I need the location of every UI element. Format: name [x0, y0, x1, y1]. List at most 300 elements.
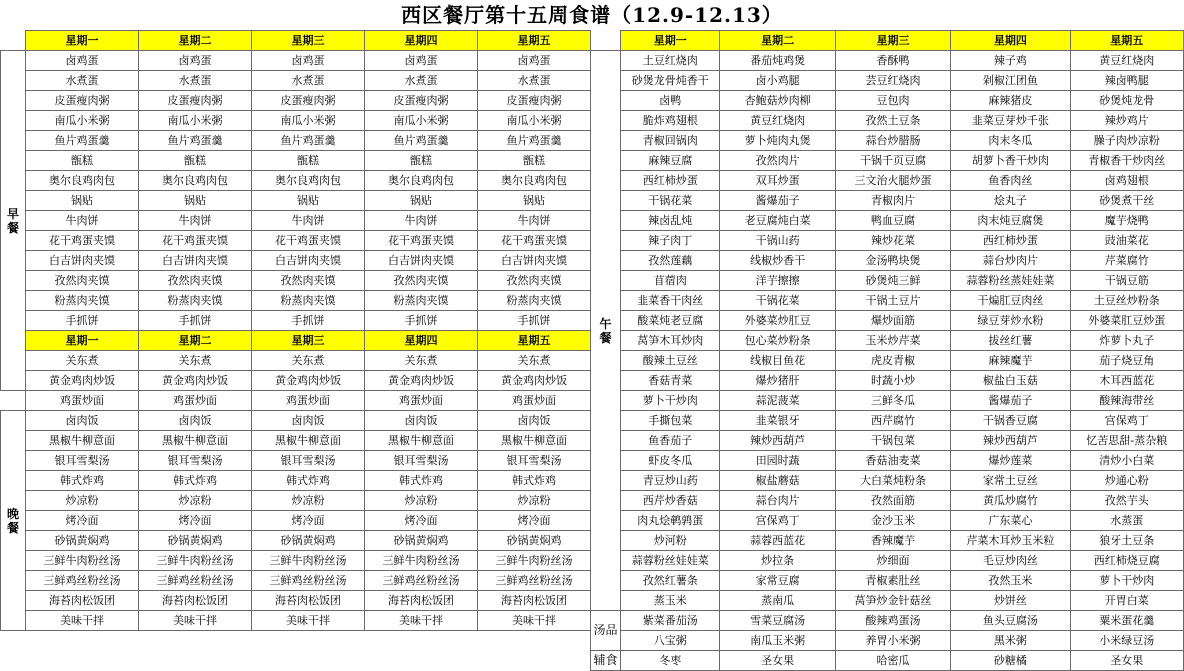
- menu-item-cell: 鸭血豆腐: [835, 211, 950, 231]
- menu-item-cell: 时蔬小炒: [835, 371, 950, 391]
- soup-label: 汤品: [591, 611, 621, 651]
- menu-item-cell: 茄子烧豆角: [1070, 351, 1183, 371]
- breakfast-row: [1, 391, 591, 411]
- menu-item-cell: 青椒素肚丝: [835, 571, 950, 591]
- menu-item-cell: 蒜蓉粉丝蒸娃娃菜: [951, 271, 1070, 291]
- menu-item-cell: 南瓜玉米粥: [720, 631, 835, 651]
- menu-item-cell: 卤鸡蛋: [478, 51, 591, 71]
- breakfast-row: [1, 111, 591, 131]
- menu-item-cell: 酸辣鸡蛋汤: [835, 611, 950, 631]
- menu-item-cell: 酸辣土豆丝: [621, 351, 720, 371]
- dinner-row: [1, 591, 591, 611]
- menu-item-cell: 蒜蓉西蓝花: [720, 531, 835, 551]
- menu-item-cell: 奥尔良鸡肉包: [365, 171, 478, 191]
- menu-item-cell: 牛肉饼: [252, 211, 365, 231]
- lunch-row: [591, 551, 1184, 571]
- menu-item-cell: 广东菜心: [951, 511, 1070, 531]
- menu-item-cell: 皮蛋瘦肉粥: [365, 91, 478, 111]
- menu-item-cell: 八宝粥: [621, 631, 720, 651]
- lunch-row: [591, 51, 1184, 71]
- menu-item-cell: 干锅香豆腐: [951, 411, 1070, 431]
- menu-item-cell: 美味干拌: [139, 611, 252, 631]
- weekday-header: 星期二: [139, 331, 252, 351]
- menu-item-cell: 黄金鸡肉炒饭: [252, 371, 365, 391]
- menu-item-cell: 银耳雪梨汤: [365, 451, 478, 471]
- menu-item-cell: 烤冷面: [139, 511, 252, 531]
- lunch-row: [591, 311, 1184, 331]
- menu-item-cell: 麻辣魔芋: [951, 351, 1070, 371]
- menu-item-cell: 韭菜香干肉丝: [621, 291, 720, 311]
- menu-item-cell: 砂糖橘: [951, 651, 1070, 671]
- menu-item-cell: 白吉饼肉夹馍: [252, 251, 365, 271]
- menu-item-cell: 肉末冬瓜: [951, 131, 1070, 151]
- menu-item-cell: 西芹炒香菇: [621, 491, 720, 511]
- breakfast-row: [1, 211, 591, 231]
- menu-item-cell: 砂锅黄焖鸡: [139, 531, 252, 551]
- menu-item-cell: 砂煲炖龙骨: [1070, 91, 1183, 111]
- menu-item-cell: 韩式炸鸡: [478, 471, 591, 491]
- lunch-row: [591, 251, 1184, 271]
- menu-item-cell: 锅贴: [365, 191, 478, 211]
- menu-item-cell: 干锅豆筋: [1070, 271, 1183, 291]
- menu-item-cell: 海苔肉松饭团: [478, 591, 591, 611]
- menu-item-cell: 三鲜鸡丝粉丝汤: [26, 571, 139, 591]
- breakfast-row: [1, 131, 591, 151]
- menu-item-cell: 黄金鸡肉炒饭: [365, 371, 478, 391]
- menu-item-cell: 炒凉粉: [252, 491, 365, 511]
- menu-item-cell: 黄金鸡肉炒饭: [26, 371, 139, 391]
- weekday-header: 星期五: [478, 331, 591, 351]
- lunch-row: [591, 331, 1184, 351]
- menu-item-cell: 辣卤鸭腿: [1070, 71, 1183, 91]
- menu-item-cell: 炒河粉: [621, 531, 720, 551]
- menu-item-cell: 皮蛋瘦肉粥: [139, 91, 252, 111]
- menu-item-cell: 砂锅黄焖鸡: [478, 531, 591, 551]
- menu-item-cell: 椒盐蘑菇: [720, 471, 835, 491]
- menu-item-cell: 魔芋烧鸭: [1070, 211, 1183, 231]
- menu-item-cell: 南瓜小米粥: [365, 111, 478, 131]
- menu-item-cell: 牛肉饼: [26, 211, 139, 231]
- menu-item-cell: 小米绿豆汤: [1070, 631, 1183, 651]
- menu-item-cell: 韭菜豆芽炒千张: [951, 111, 1070, 131]
- menu-item-cell: 炒通心粉: [1070, 471, 1183, 491]
- menu-item-cell: 酱爆茄子: [720, 191, 835, 211]
- menu-item-cell: 鱼片鸡蛋羹: [365, 131, 478, 151]
- menu-item-cell: 开胃白菜: [1070, 591, 1183, 611]
- menu-item-cell: 木耳西蓝花: [1070, 371, 1183, 391]
- side-row: [591, 651, 1184, 671]
- weekday-header: 星期三: [252, 331, 365, 351]
- weekday-header: 星期四: [951, 31, 1070, 51]
- menu-item-cell: 家常土豆丝: [951, 471, 1070, 491]
- menu-item-cell: 孜然肉夹馍: [139, 271, 252, 291]
- menu-item-cell: 辣炒西葫芦: [720, 431, 835, 451]
- menu-item-cell: 宫保鸡丁: [1070, 411, 1183, 431]
- menu-item-cell: 花干鸡蛋夹馍: [26, 231, 139, 251]
- menu-item-cell: 蒜蓉粉丝娃娃菜: [621, 551, 720, 571]
- menu-item-cell: 银耳雪梨汤: [252, 451, 365, 471]
- menu-item-cell: 白吉饼肉夹馍: [139, 251, 252, 271]
- menu-item-cell: 牛肉饼: [365, 211, 478, 231]
- dinner-row: [1, 571, 591, 591]
- menu-item-cell: 炒饼丝: [951, 591, 1070, 611]
- lunch-row: [591, 511, 1184, 531]
- menu-item-cell: 卤肉饭: [26, 411, 139, 431]
- menu-item-cell: 卤肉饭: [252, 411, 365, 431]
- menu-item-cell: 爆炒面筋: [835, 311, 950, 331]
- menu-item-cell: 西红柿炒蛋: [621, 171, 720, 191]
- menu-item-cell: 炒凉粉: [478, 491, 591, 511]
- menu-item-cell: 毛豆炒肉丝: [951, 551, 1070, 571]
- menu-item-cell: 孜然肉夹馍: [365, 271, 478, 291]
- menu-item-cell: 卤鸡蛋: [26, 51, 139, 71]
- menu-item-cell: 剁椒江团鱼: [951, 71, 1070, 91]
- menu-item-cell: 甑糕: [478, 151, 591, 171]
- lunch-row: [591, 71, 1184, 91]
- right-menu-table: [590, 30, 1184, 671]
- menu-item-cell: 黄金鸡肉炒饭: [139, 371, 252, 391]
- menu-item-cell: 孜然面筋: [835, 491, 950, 511]
- menu-item-cell: 干锅山药: [720, 231, 835, 251]
- menu-item-cell: 三鲜牛肉粉丝汤: [26, 551, 139, 571]
- menu-item-cell: 银耳雪梨汤: [139, 451, 252, 471]
- menu-item-cell: 苜蓿肉: [621, 271, 720, 291]
- menu-item-cell: 关东煮: [139, 351, 252, 371]
- weekday-header: 星期一: [621, 31, 720, 51]
- dinner-row: [1, 431, 591, 451]
- menu-item-cell: 干锅花菜: [621, 191, 720, 211]
- menu-item-cell: 臊子肉炒凉粉: [1070, 131, 1183, 151]
- menu-item-cell: 炒细面: [835, 551, 950, 571]
- menu-item-cell: 烩丸子: [951, 191, 1070, 211]
- lunch-row: [591, 191, 1184, 211]
- menu-item-cell: 卤肉饭: [365, 411, 478, 431]
- menu-item-cell: 韩式炸鸡: [252, 471, 365, 491]
- menu-item-cell: 哈密瓜: [835, 651, 950, 671]
- menu-item-cell: 炒凉粉: [26, 491, 139, 511]
- menu-item-cell: 三鲜牛肉粉丝汤: [252, 551, 365, 571]
- menu-item-cell: 辣炒花菜: [835, 231, 950, 251]
- dinner-row: [1, 411, 591, 431]
- page-title: 西区餐厅第十五周食谱（12.9-12.13）: [401, 3, 783, 27]
- menu-item-cell: 西红柿炒蛋: [951, 231, 1070, 251]
- lunch-row: [591, 591, 1184, 611]
- menu-item-cell: 三文治火腿炒蛋: [835, 171, 950, 191]
- menu-item-cell: 线椒炒香干: [720, 251, 835, 271]
- menu-item-cell: 绿豆芽炒水粉: [951, 311, 1070, 331]
- menu-item-cell: 锅贴: [139, 191, 252, 211]
- menu-item-cell: 金汤鸭块煲: [835, 251, 950, 271]
- weekday-header: 星期二: [720, 31, 835, 51]
- soup-row: [591, 611, 1184, 631]
- menu-item-cell: 卤鸭: [621, 91, 720, 111]
- menu-item-cell: 虾皮冬瓜: [621, 451, 720, 471]
- menu-item-cell: 砂煲龙骨炖香干: [621, 71, 720, 91]
- menu-item-cell: 鱼片鸡蛋羹: [139, 131, 252, 151]
- soup-row: [591, 631, 1184, 651]
- menu-item-cell: 粉蒸肉夹馍: [478, 291, 591, 311]
- menu-item-cell: 银耳雪梨汤: [26, 451, 139, 471]
- lunch-label-text: 午餐: [599, 316, 612, 345]
- menu-item-cell: 美味干拌: [252, 611, 365, 631]
- lunch-row: [591, 111, 1184, 131]
- menu-item-cell: 干锅花菜: [720, 291, 835, 311]
- menu-item-cell: 爆炒猪肝: [720, 371, 835, 391]
- breakfast-row: [1, 251, 591, 271]
- lunch-row: [591, 231, 1184, 251]
- menu-item-cell: 卤肉饭: [139, 411, 252, 431]
- left-menu-table: [0, 30, 591, 631]
- dinner-label-text: 晚餐: [6, 506, 19, 535]
- lunch-row: [591, 351, 1184, 371]
- menu-item-cell: 牛肉饼: [139, 211, 252, 231]
- lunch-row: [591, 531, 1184, 551]
- menu-item-cell: 银耳雪梨汤: [478, 451, 591, 471]
- lunch-row: [591, 411, 1184, 431]
- menu-item-cell: 鱼头豆腐汤: [951, 611, 1070, 631]
- menu-item-cell: 外婆菜肛豆炒蛋: [1070, 311, 1183, 331]
- menu-item-cell: 南瓜小米粥: [26, 111, 139, 131]
- menu-item-cell: 韩式炸鸡: [139, 471, 252, 491]
- dinner-row: [1, 511, 591, 531]
- menu-item-cell: 锅贴: [26, 191, 139, 211]
- menu-item-cell: 椒盐白玉菇: [951, 371, 1070, 391]
- menu-item-cell: 辣子肉丁: [621, 231, 720, 251]
- menu-item-cell: 田园时蔬: [720, 451, 835, 471]
- breakfast-row: [1, 171, 591, 191]
- menu-item-cell: 孜然玉米: [951, 571, 1070, 591]
- menu-item-cell: 白吉饼肉夹馍: [26, 251, 139, 271]
- menu-item-cell: 宫保鸡丁: [720, 511, 835, 531]
- menu-item-cell: 南瓜小米粥: [139, 111, 252, 131]
- menu-item-cell: 三鲜牛肉粉丝汤: [365, 551, 478, 571]
- menu-item-cell: 手撕包菜: [621, 411, 720, 431]
- menu-item-cell: 鱼香茄子: [621, 431, 720, 451]
- lunch-row: [591, 571, 1184, 591]
- menu-item-cell: 芹菜腐竹: [1070, 251, 1183, 271]
- menu-item-cell: 麻辣豆腐: [621, 151, 720, 171]
- menu-item-cell: 美味干拌: [478, 611, 591, 631]
- menu-item-cell: 炒凉粉: [365, 491, 478, 511]
- menu-item-cell: 干锅土豆片: [835, 291, 950, 311]
- menu-item-cell: 南瓜小米粥: [478, 111, 591, 131]
- menu-item-cell: 酸辣海带丝: [1070, 391, 1183, 411]
- dinner-label: [1, 411, 26, 631]
- dinner-row: [1, 611, 591, 631]
- menu-item-cell: 孜然肉夹馍: [478, 271, 591, 291]
- menu-item-cell: 鸡蛋炒面: [26, 391, 139, 411]
- lunch-row: [591, 431, 1184, 451]
- breakfast-row: [1, 271, 591, 291]
- menu-item-cell: 牛肉饼: [478, 211, 591, 231]
- menu-item-cell: 圣女果: [720, 651, 835, 671]
- menu-item-cell: 肉末炖豆腐煲: [951, 211, 1070, 231]
- menu-item-cell: 香辣魔芋: [835, 531, 950, 551]
- dinner-row: [1, 491, 591, 511]
- menu-item-cell: 黑椒牛柳意面: [26, 431, 139, 451]
- menu-item-cell: 甑糕: [252, 151, 365, 171]
- label-spacer: [1, 391, 26, 411]
- menu-item-cell: 青豆炒山药: [621, 471, 720, 491]
- menu-item-cell: 雪菜豆腐汤: [720, 611, 835, 631]
- menu-item-cell: 忆苦思甜-蒸杂粮: [1070, 431, 1183, 451]
- menu-item-cell: 清炒小白菜: [1070, 451, 1183, 471]
- menu-item-cell: 奥尔良鸡肉包: [252, 171, 365, 191]
- menu-item-cell: 水煮蛋: [478, 71, 591, 91]
- lunch-row: [591, 371, 1184, 391]
- menu-item-cell: 卤鸡翅根: [1070, 171, 1183, 191]
- menu-item-cell: 孜然芋头: [1070, 491, 1183, 511]
- lunch-row: [591, 391, 1184, 411]
- menu-item-cell: 干煸肛豆肉丝: [951, 291, 1070, 311]
- menu-item-cell: 土豆丝炒粉条: [1070, 291, 1183, 311]
- menu-item-cell: 洋芋擦擦: [720, 271, 835, 291]
- menu-item-cell: 关东煮: [26, 351, 139, 371]
- breakfast-label: [1, 51, 26, 391]
- lunch-row: [591, 91, 1184, 111]
- menu-item-cell: 炸萝卜丸子: [1070, 331, 1183, 351]
- menu-item-cell: 青椒肉片: [835, 191, 950, 211]
- menu-item-cell: 青椒回锅肉: [621, 131, 720, 151]
- menu-item-cell: 手抓饼: [478, 311, 591, 331]
- breakfast-row: [1, 71, 591, 91]
- menu-item-cell: 美味干拌: [365, 611, 478, 631]
- menu-item-cell: 海苔肉松饭团: [26, 591, 139, 611]
- dinner-row: [1, 451, 591, 471]
- menu-item-cell: 炒凉粉: [139, 491, 252, 511]
- menu-item-cell: 紫菜番茄汤: [621, 611, 720, 631]
- menu-item-cell: 鸡蛋炒面: [139, 391, 252, 411]
- menu-item-cell: 酸菜炖老豆腐: [621, 311, 720, 331]
- menu-item-cell: 水煮蛋: [252, 71, 365, 91]
- weekday-header: 星期四: [365, 331, 478, 351]
- menu-item-cell: 黄豆红烧肉: [720, 111, 835, 131]
- menu-item-cell: 手抓饼: [365, 311, 478, 331]
- menu-item-cell: 海苔肉松饭团: [252, 591, 365, 611]
- menu-item-cell: 皮蛋瘦肉粥: [478, 91, 591, 111]
- menu-item-cell: 三鲜鸡丝粉丝汤: [478, 571, 591, 591]
- weekday-header: 星期三: [252, 31, 365, 51]
- lunch-row: [591, 471, 1184, 491]
- menu-item-cell: 手抓饼: [252, 311, 365, 331]
- lunch-row: [591, 271, 1184, 291]
- weekday-header: 星期一: [26, 331, 139, 351]
- menu-item-cell: 萝卜干炒肉: [1070, 571, 1183, 591]
- menu-item-cell: 土豆红烧肉: [621, 51, 720, 71]
- menu-item-cell: 手抓饼: [139, 311, 252, 331]
- menu-item-cell: 白吉饼肉夹馍: [478, 251, 591, 271]
- breakfast-row: [1, 291, 591, 311]
- menu-item-cell: 鱼片鸡蛋羹: [478, 131, 591, 151]
- menu-item-cell: 脆炸鸡翅根: [621, 111, 720, 131]
- menu-item-cell: 辣炒西葫芦: [951, 431, 1070, 451]
- menu-item-cell: 水蒸蛋: [1070, 511, 1183, 531]
- menu-item-cell: 甑糕: [365, 151, 478, 171]
- menu-item-cell: 美味干拌: [26, 611, 139, 631]
- menu-item-cell: 南瓜小米粥: [252, 111, 365, 131]
- menu-item-cell: 芹菜木耳炒玉米粒: [951, 531, 1070, 551]
- menu-item-cell: 酱爆茄子: [951, 391, 1070, 411]
- breakfast-label-text: 早餐: [6, 206, 19, 235]
- menu-item-cell: 黄瓜炒腐竹: [951, 491, 1070, 511]
- lunch-row: [591, 491, 1184, 511]
- weekday-header: 星期五: [1070, 31, 1183, 51]
- menu-item-cell: 麻辣猪皮: [951, 91, 1070, 111]
- menu-item-cell: 卤鸡蛋: [365, 51, 478, 71]
- weekday-header: 星期四: [365, 31, 478, 51]
- menu-item-cell: 杏鲍菇炒肉柳: [720, 91, 835, 111]
- menu-item-cell: 香酥鸭: [835, 51, 950, 71]
- menu-item-cell: 孜然肉夹馍: [252, 271, 365, 291]
- corner-blank: [591, 31, 621, 51]
- menu-item-cell: 老豆腐炖白菜: [720, 211, 835, 231]
- menu-item-cell: 金沙玉米: [835, 511, 950, 531]
- menu-item-cell: 家常豆腐: [720, 571, 835, 591]
- menu-item-cell: 三鲜鸡丝粉丝汤: [252, 571, 365, 591]
- menu-item-cell: 孜然红薯条: [621, 571, 720, 591]
- menu-item-cell: 三鲜牛肉粉丝汤: [478, 551, 591, 571]
- menu-item-cell: 关东煮: [252, 351, 365, 371]
- menu-item-cell: 海苔肉松饭团: [139, 591, 252, 611]
- menu-item-cell: 卤肉饭: [478, 411, 591, 431]
- menu-item-cell: 番茄炖鸡煲: [720, 51, 835, 71]
- menu-item-cell: 炒拉条: [720, 551, 835, 571]
- menu-item-cell: 蒜台炒腊肠: [835, 131, 950, 151]
- menu-item-cell: 奥尔良鸡肉包: [26, 171, 139, 191]
- menu-item-cell: 韩式炸鸡: [26, 471, 139, 491]
- lunch-row: [591, 451, 1184, 471]
- menu-item-cell: 青椒香干炒肉丝: [1070, 151, 1183, 171]
- menu-item-cell: 卤小鸡腿: [720, 71, 835, 91]
- menu-item-cell: 鸡蛋炒面: [252, 391, 365, 411]
- menu-item-cell: 花干鸡蛋夹馍: [252, 231, 365, 251]
- menu-item-cell: 甑糕: [26, 151, 139, 171]
- menu-item-cell: 手抓饼: [26, 311, 139, 331]
- menu-item-cell: 黑椒牛柳意面: [139, 431, 252, 451]
- menu-item-cell: 西芹腐竹: [835, 411, 950, 431]
- menu-item-cell: 砂锅黄焖鸡: [26, 531, 139, 551]
- menu-item-cell: 鱼香肉丝: [951, 171, 1070, 191]
- menu-item-cell: 线椒目鱼花: [720, 351, 835, 371]
- dinner-row: [1, 531, 591, 551]
- breakfast-row: [1, 371, 591, 391]
- menu-item-cell: 水煮蛋: [26, 71, 139, 91]
- menu-item-cell: 水煮蛋: [365, 71, 478, 91]
- menu-item-cell: 干锅千页豆腐: [835, 151, 950, 171]
- menu-item-cell: 蒜台肉片: [720, 491, 835, 511]
- menu-item-cell: 烤冷面: [252, 511, 365, 531]
- menu-item-cell: 鸡蛋炒面: [365, 391, 478, 411]
- breakfast-row: [1, 191, 591, 211]
- menu-item-cell: 锅贴: [252, 191, 365, 211]
- breakfast-row: [1, 231, 591, 251]
- menu-item-cell: 胡萝卜香干炒肉: [951, 151, 1070, 171]
- menu-item-cell: 海苔肉松饭团: [365, 591, 478, 611]
- menu-item-cell: 三鲜牛肉粉丝汤: [139, 551, 252, 571]
- corner-blank: [1, 31, 26, 51]
- menu-item-cell: 黑米粥: [951, 631, 1070, 651]
- menu-item-cell: 圣女果: [1070, 651, 1183, 671]
- lunch-row: [591, 131, 1184, 151]
- menu-item-cell: 粟米蛋花羹: [1070, 611, 1183, 631]
- menu-item-cell: 香菇青菜: [621, 371, 720, 391]
- menu-item-cell: 冬枣: [621, 651, 720, 671]
- menu-item-cell: 狼牙土豆条: [1070, 531, 1183, 551]
- menu-item-cell: 韭菜银牙: [720, 411, 835, 431]
- menu-item-cell: 莴笋炒金针菇丝: [835, 591, 950, 611]
- menu-item-cell: 粉蒸肉夹馍: [26, 291, 139, 311]
- menu-item-cell: 三鲜鸡丝粉丝汤: [365, 571, 478, 591]
